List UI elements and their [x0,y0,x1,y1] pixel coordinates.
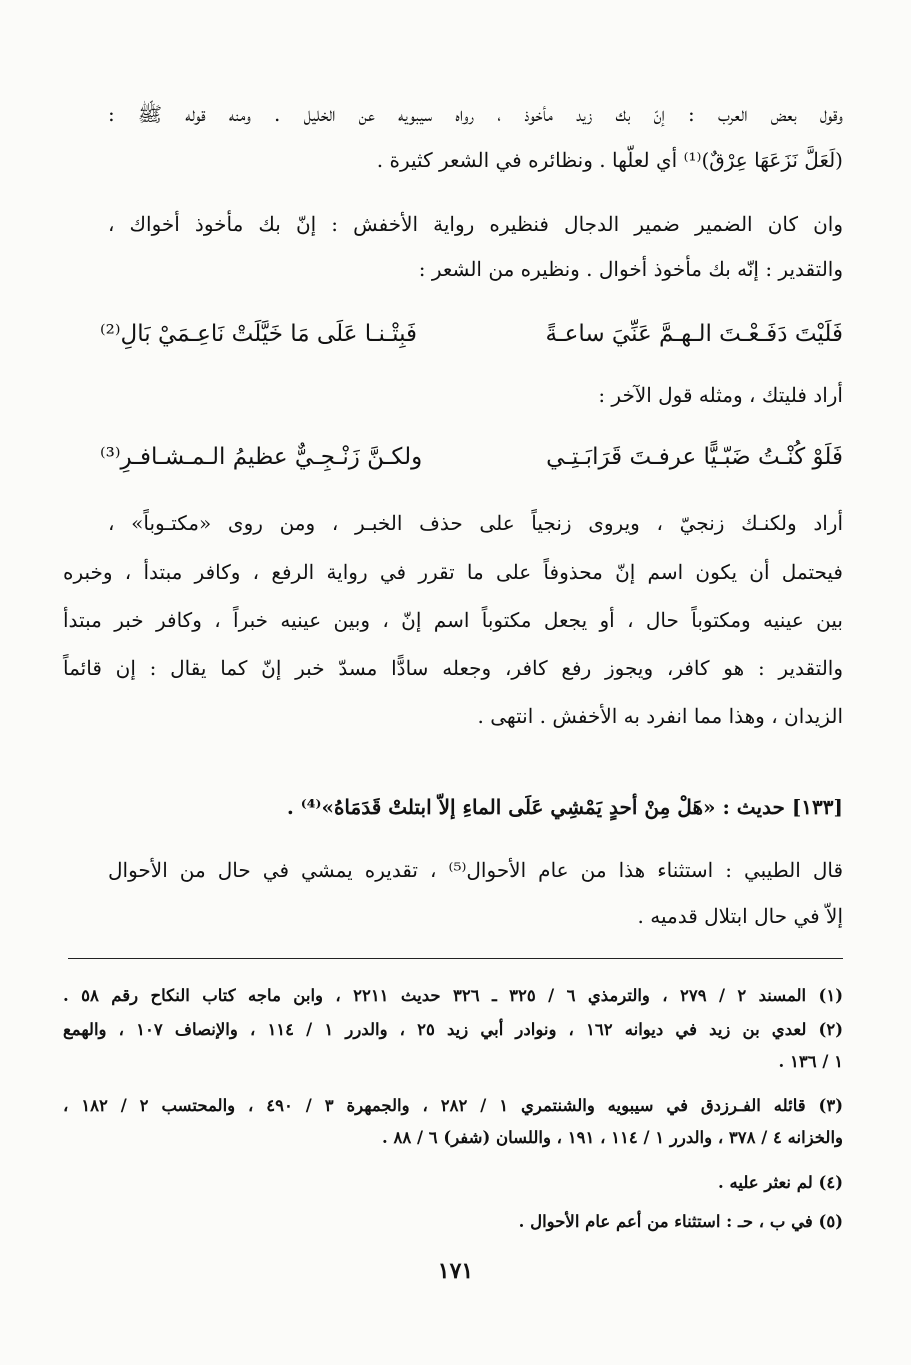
footnote-1: (١) المسند ٢ / ٢٧٩ ، والترمذي ٦ / ٣٢٥ ـ ٣٢٦ حديث ٢٢١١ ، وابن ماجه كتاب النكاح رقم ٥٨ . [63,986,844,1005]
body-line: بين عينيه ومكتوباً حال ، أو يجعل مكتوباً اسم إنّ ، وبين عينيه خبراً ، وكافر خبر مبتدأ [63,608,843,632]
body-line: وان كان الضمير ضمير الدجال فنظيره رواية الأخفش : إنّ بك مأخوذ أخواك ، [108,212,843,236]
verse-1-second-hemistich: فَبِتْـنـا عَلَى مَا خَيَّلَتْ نَاعِـمَيْ بَالِ⁽²⁾ [100,321,418,347]
verse-2-first-hemistich: فَلَوْ كُنْـتُ ضَبّـيًّا عرفـتَ قَرَابَـتِـي [546,444,843,470]
body-line: أراد ولكنـك زنجيّ ، ويروى زنجياً على حذف الخبـر ، ومن روى «مكتـوباً» ، [108,511,843,535]
body-line: أراد فليتك ، ومثله قول الآخر : [598,383,843,407]
page-number: ١٧١ [437,1258,474,1284]
hadith-heading: [١٣٣] حديث : «هَلْ مِنْ أحدٍ يَمْشِي عَلَى الماءِ إلاّ ابتلتْ قَدَمَاهُ»⁽⁴⁾ . [286,795,843,819]
body-line: فيحتمل أن يكون اسم إنّ محذوفاً على ما تقرر في رواية الرفع ، وكافر مبتدأ ، وخبره [63,560,843,584]
footnote-2: (٢) لعدي بن زيد في ديوانه ١٦٢ ، ونوادر أبي زيد ٢٥ ، والدرر ١ / ١١٤ ، والإنصاف ١٠٧ ، والهمع [63,1020,844,1039]
body-line: والتقدير : إنّه بك مأخوذ أخوال . ونظيره من الشعر : [418,257,843,281]
verse-1-first-hemistich: فَلَيْتَ دَفَـعْـتَ الـهـمَّ عَنِّيَ ساعـةً [545,321,843,347]
footnote-separator [68,958,843,959]
footnote-5: (٥) في ب ، حـ : استثناء من أعم عام الأحوال . [518,1212,843,1231]
body-line: إلاّ في حال ابتلال قدميه . [637,904,843,928]
body-line: (لَعَلَّ نَزَعَهَا عِرْقٌ)⁽¹⁾ أي لعلّها . ونظائره في الشعر كثيرة . [376,148,843,172]
verse-2-second-hemistich: ولكـنَّ زَنْـجِـيٌّ عظيمُ الـمـشـافـرِ⁽³⁾ [100,444,423,470]
footnote-3: (٣) قائله الفـرزدق في سيبويه والشنتمري ١ / ٢٨٢ ، والجمهرة ٣ / ٤٩٠ ، والمحتسب ٢ / ١٨٢ ، [63,1096,844,1115]
body-line: والتقدير : هو كافر، ويجوز رفع كافر، وجعله سادًّا مسدّ خبر إنّ كما يقال : إن قائماً [63,656,843,680]
body-line: وقول بعض العرب : إنّ بك زيد مأخوذ ، رواه سيبويه عن الخليل . ومنه قوله ﷺ : [108,102,843,126]
footnote-3-continuation: والخزانه ٤ / ٣٧٨ ، والدرر ١ / ١١٤ ، ١٩١ ، واللسان (شفر) ٦ / ٨٨ . [382,1128,843,1147]
footnote-4: (٤) لم نعثر عليه . [718,1173,843,1192]
body-line: الزيدان ، وهذا مما انفرد به الأخفش . انتهى . [477,704,843,728]
footnote-2-continuation: ١ / ١٣٦ . [778,1052,843,1071]
body-line: قال الطيبي : استثناء هذا من عام الأحوال⁽⁵⁾ ، تقديره يمشي في حال من الأحوال [108,858,843,882]
